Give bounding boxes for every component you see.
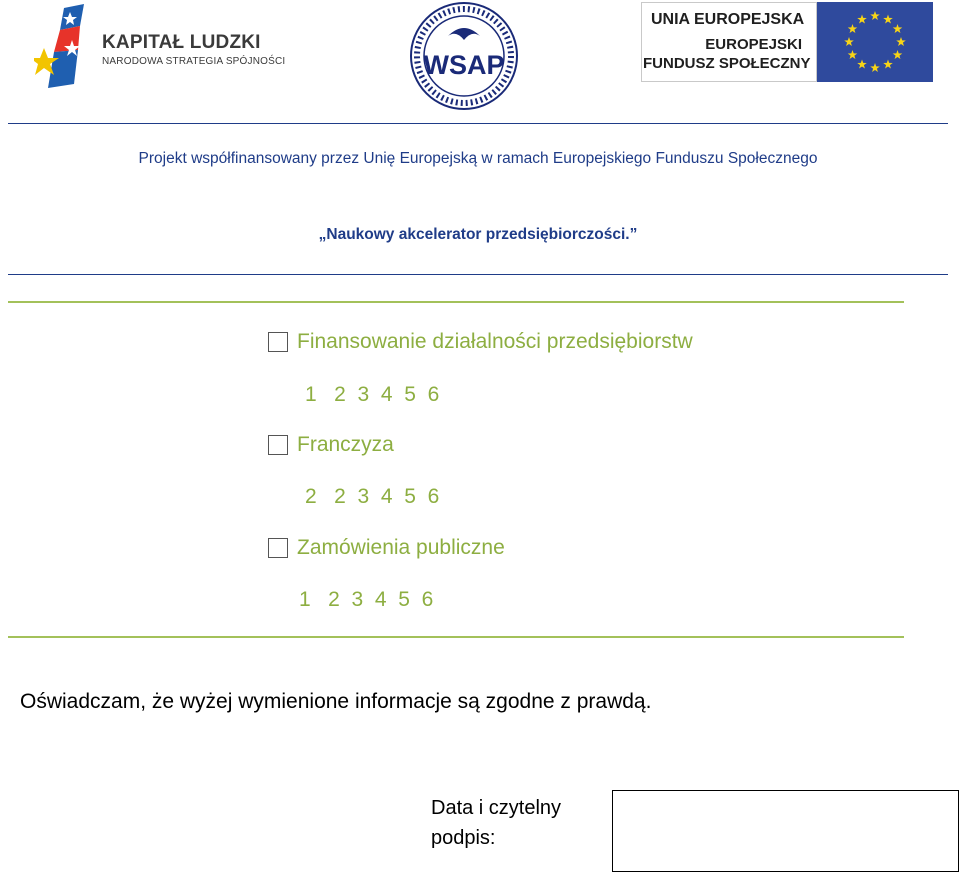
section-divider-bottom [8, 636, 904, 638]
eu-line-1: UNIA EUROPEJSKA [651, 11, 805, 28]
eu-star-icon [870, 63, 880, 72]
eu-flag-icon [817, 2, 933, 82]
eu-star-icon [848, 24, 858, 33]
eu-star-icon [883, 60, 893, 69]
eu-star-icon [848, 50, 858, 59]
header-divider-bottom [8, 274, 948, 275]
eu-star-icon [857, 60, 867, 69]
header-divider-top [8, 123, 948, 124]
project-cofinancing-line: Projekt współfinansowany przez Unię Europejską w ramach Europejskiego Funduszu Społecznego [138, 150, 818, 167]
option-label-franczyza: Franczyza [297, 433, 394, 456]
rating-scale-franczyza: 2 2 3 4 5 6 [305, 485, 440, 508]
wsap-logo [408, 0, 520, 112]
kapital-ludzki-subtitle: NARODOWA STRATEGIA SPÓJNOŚCI [102, 56, 286, 67]
kapital-ludzki-title: KAPITAŁ LUDZKI [102, 32, 261, 53]
eu-star-icon [883, 14, 893, 23]
eu-line-2: EUROPEJSKI [705, 36, 802, 53]
option-zamowienia [268, 536, 505, 560]
eu-star-icon [893, 24, 903, 33]
kapital-ludzki-logo [34, 4, 284, 90]
option-label-finansowanie: Finansowanie działalności przedsiębiorstw [297, 330, 693, 353]
eu-star-icon [870, 11, 880, 20]
wsap-wordmark [408, 0, 520, 112]
rating-scale-zamowienia: 1 2 3 4 5 6 [299, 588, 434, 611]
eu-text-block [641, 2, 817, 82]
eu-line-3: FUNDUSZ SPOŁECZNY [643, 55, 811, 72]
eu-logo [641, 2, 934, 82]
eu-star-icon [893, 50, 903, 59]
section-divider-top [8, 301, 904, 303]
checkbox-zamowienia[interactable] [268, 538, 288, 558]
checkbox-franczyza[interactable] [268, 435, 288, 455]
eu-star-icon [844, 37, 854, 46]
signature-box[interactable] [612, 790, 959, 872]
option-franczyza [268, 433, 394, 457]
signature-label: Data i czytelny podpis: [431, 797, 562, 849]
option-finansowanie [268, 330, 693, 354]
project-subtitle: „Naukowy akcelerator przedsiębiorczości.” [318, 226, 638, 243]
option-label-zamowienia: Zamówienia publiczne [297, 536, 505, 559]
wsap-text: WSAP [423, 50, 505, 80]
eu-star-icon [896, 37, 906, 46]
kapital-ludzki-emblem-icon [34, 4, 100, 90]
eu-star-icon [857, 14, 867, 23]
checkbox-finansowanie[interactable] [268, 332, 288, 352]
rating-scale-finansowanie: 1 2 3 4 5 6 [305, 383, 440, 406]
declaration-statement: Oświadczam, że wyżej wymienione informacje są zgodne z prawdą. [20, 690, 652, 713]
